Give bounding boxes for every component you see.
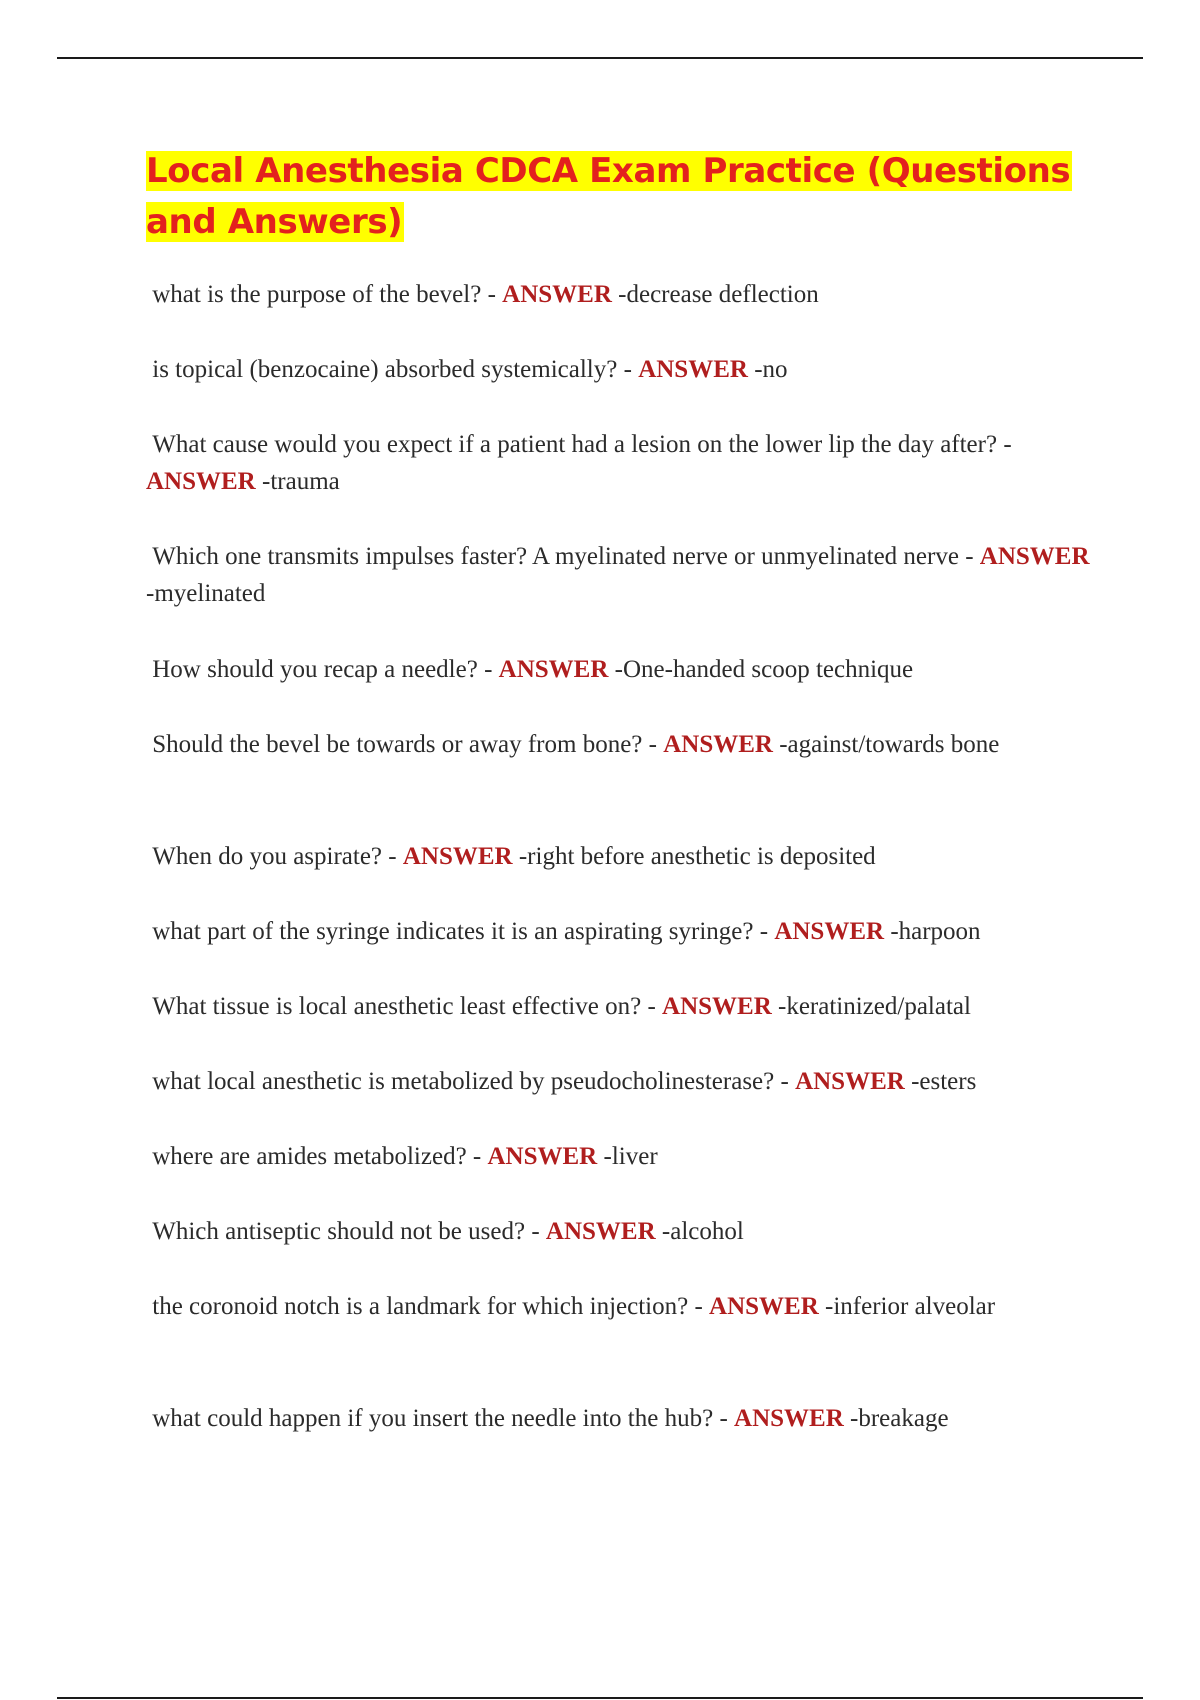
answer-label: ANSWER	[734, 1405, 844, 1432]
qa-item	[146, 426, 1096, 500]
answer-text: -decrease deflection	[618, 281, 819, 308]
qa-item	[146, 538, 1096, 612]
separator: -	[753, 918, 775, 945]
answer-label: ANSWER	[502, 281, 612, 308]
separator: -	[617, 356, 639, 383]
question-text: what local anesthetic is metabolized by pseudocholinesterase?	[152, 1068, 775, 1095]
answer-text: -trauma	[262, 468, 340, 495]
answer-label: ANSWER	[146, 468, 256, 495]
separator: -	[466, 1143, 488, 1170]
question-text: what could happen if you insert the needle into the hub?	[152, 1405, 714, 1432]
qa-item	[146, 1288, 1096, 1325]
answer-text: -right before anesthetic is deposited	[518, 843, 876, 870]
question-text: the coronoid notch is a landmark for which injection?	[152, 1293, 689, 1320]
separator: -	[713, 1405, 735, 1432]
qa-item	[146, 1213, 1096, 1250]
answer-text: -breakage	[850, 1405, 949, 1432]
qa-item	[146, 1400, 1096, 1437]
answer-label: ANSWER	[709, 1293, 819, 1320]
answer-text: -alcohol	[661, 1218, 744, 1245]
qa-item	[146, 276, 1096, 313]
top-rule	[57, 57, 1143, 59]
question-text: When do you aspirate?	[152, 843, 383, 870]
question-text: What cause would you expect if a patient had a lesion on the lower lip the day after?	[152, 431, 998, 458]
answer-text: -One-handed scoop technique	[614, 656, 914, 683]
qa-item	[146, 1063, 1096, 1100]
separator: -	[525, 1218, 546, 1245]
answer-text: -against/towards bone	[779, 731, 1000, 758]
bottom-rule	[57, 1697, 1143, 1699]
answer-text: -keratinized/palatal	[778, 993, 971, 1020]
document-body	[146, 146, 1096, 1432]
separator: -	[958, 543, 980, 570]
question-text: what is the purpose of the bevel?	[152, 281, 482, 308]
answer-text: -liver	[603, 1143, 658, 1170]
answer-label: ANSWER	[638, 356, 748, 383]
document-title	[146, 146, 1096, 248]
answer-text: -no	[754, 356, 788, 383]
separator: -	[481, 281, 503, 308]
separator: -	[774, 1068, 796, 1095]
qa-item	[146, 651, 1096, 688]
question-text: what part of the syringe indicates it is an aspirating syringe?	[152, 918, 754, 945]
answer-label: ANSWER	[774, 918, 885, 945]
question-text: Which antiseptic should not be used?	[152, 1218, 526, 1245]
answer-text: -harpoon	[890, 918, 981, 945]
qa-item	[146, 351, 1096, 388]
answer-label: ANSWER	[402, 843, 513, 870]
answer-text: -esters	[911, 1068, 977, 1095]
qa-item	[146, 838, 1096, 875]
separator: -	[641, 993, 663, 1020]
answer-text: -inferior alveolar	[825, 1293, 996, 1320]
qa-item	[146, 913, 1096, 950]
answer-label: ANSWER	[979, 543, 1090, 570]
question-text: Which one transmits impulses faster? A myelinated nerve or unmyelinated nerve	[152, 543, 959, 570]
separator: -	[997, 431, 1012, 458]
answer-label: ANSWER	[795, 1068, 905, 1095]
question-text: What tissue is local anesthetic least effective on?	[152, 993, 642, 1020]
separator: -	[477, 656, 499, 683]
separator: -	[688, 1293, 710, 1320]
qa-item	[146, 1138, 1096, 1175]
qa-item	[146, 988, 1096, 1025]
answer-label: ANSWER	[498, 656, 609, 683]
question-text: Should the bevel be towards or away from bone?	[152, 731, 643, 758]
question-text: is topical (benzocaine) absorbed systemically?	[152, 356, 618, 383]
answer-label: ANSWER	[662, 993, 772, 1020]
title-highlight: Local Anesthesia CDCA Exam Practice (Questions and Answers)	[146, 151, 1071, 242]
question-text: How should you recap a needle?	[152, 656, 478, 683]
answer-label: ANSWER	[663, 731, 773, 758]
qa-item	[146, 726, 1096, 763]
separator: -	[642, 731, 664, 758]
answer-label: ANSWER	[545, 1218, 656, 1245]
question-text: where are amides metabolized?	[152, 1143, 467, 1170]
separator: -	[382, 843, 403, 870]
answer-label: ANSWER	[487, 1143, 598, 1170]
answer-text: -myelinated	[146, 580, 266, 607]
